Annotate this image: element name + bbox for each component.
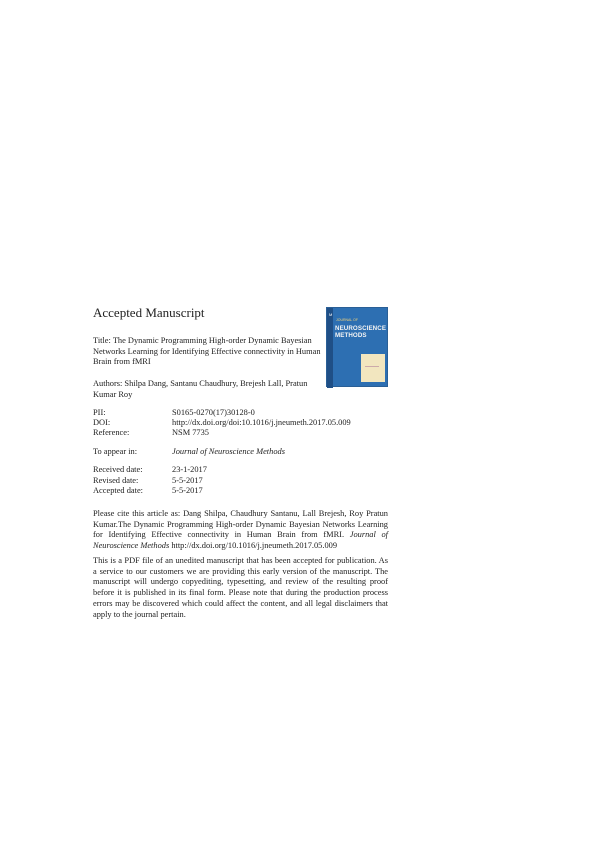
authors-label: Authors: xyxy=(93,379,123,388)
cover-panel-line xyxy=(365,366,379,367)
manuscript-authors xyxy=(93,379,323,400)
citation-journal: Journal of Neuroscience Methods xyxy=(93,530,389,551)
appear-label: To appear in: xyxy=(93,447,138,456)
cover-journal-small: JOURNAL OF xyxy=(336,318,359,322)
authors-text: Shilpa Dang, Santanu Chaudhury, Brejesh Lall, Pratun Kumar Roy xyxy=(93,379,308,399)
cover-panel xyxy=(361,354,385,382)
citation-paragraph xyxy=(93,509,388,552)
disclaimer-paragraph: This is a PDF file of an unedited manuscript that has been accepted for publication. As a service to our customers we are providing this early version of the manuscript. The manuscript will undergo copyediting, typesetting, and review of the resulting proof before it is published in its final form. Please note that during the production process errors may be discovered which could affect the content, and all legal disclaimers that apply to the journal pertain. xyxy=(93,556,388,619)
title-text: The Dynamic Programming High-order Dynamic Bayesian Networks Learning for Identifying Effective connectivity in Human Brain from fMRI xyxy=(93,336,321,367)
meta-value: S0165-0270(17)30128-0 xyxy=(172,408,255,417)
citation-text: Please cite this article as: Dang Shilpa, Chaudhury Santanu, Lall Brejesh, Roy Pratun Kumar.The Dynamic Programming High-order Dynamic Bayesian Networks Learning for Identifying Effective connectivity in Human Brain from fMRI. xyxy=(93,509,388,540)
cover-journal-title: NEUROSCIENCE METHODS xyxy=(335,325,387,339)
date-value: 5-5-2017 xyxy=(172,486,203,495)
date-label: Accepted date: xyxy=(93,486,143,495)
date-value: 23-1-2017 xyxy=(172,465,207,474)
page-heading: Accepted Manuscript xyxy=(93,305,205,320)
citation-doi-link[interactable]: http://dx.doi.org/10.1016/j.jneumeth.2017.05.009 xyxy=(171,541,338,551)
meta-label: PII: xyxy=(93,408,106,417)
meta-value: NSM 7735 xyxy=(172,428,209,437)
doi-link[interactable]: http://dx.doi.org/doi:10.1016/j.jneumeth.2017.05.009 xyxy=(172,418,351,427)
date-value: 5-5-2017 xyxy=(172,476,203,485)
journal-cover-image xyxy=(326,307,388,387)
appear-journal: Journal of Neuroscience Methods xyxy=(172,447,285,456)
date-label: Revised date: xyxy=(93,476,139,485)
publisher-logo: M xyxy=(329,312,333,317)
title-label: Title: xyxy=(93,336,111,345)
manuscript-title xyxy=(93,336,323,368)
meta-label: DOI: xyxy=(93,418,111,427)
cover-strip xyxy=(327,308,333,388)
date-label: Received date: xyxy=(93,465,143,474)
meta-label: Reference: xyxy=(93,428,130,437)
